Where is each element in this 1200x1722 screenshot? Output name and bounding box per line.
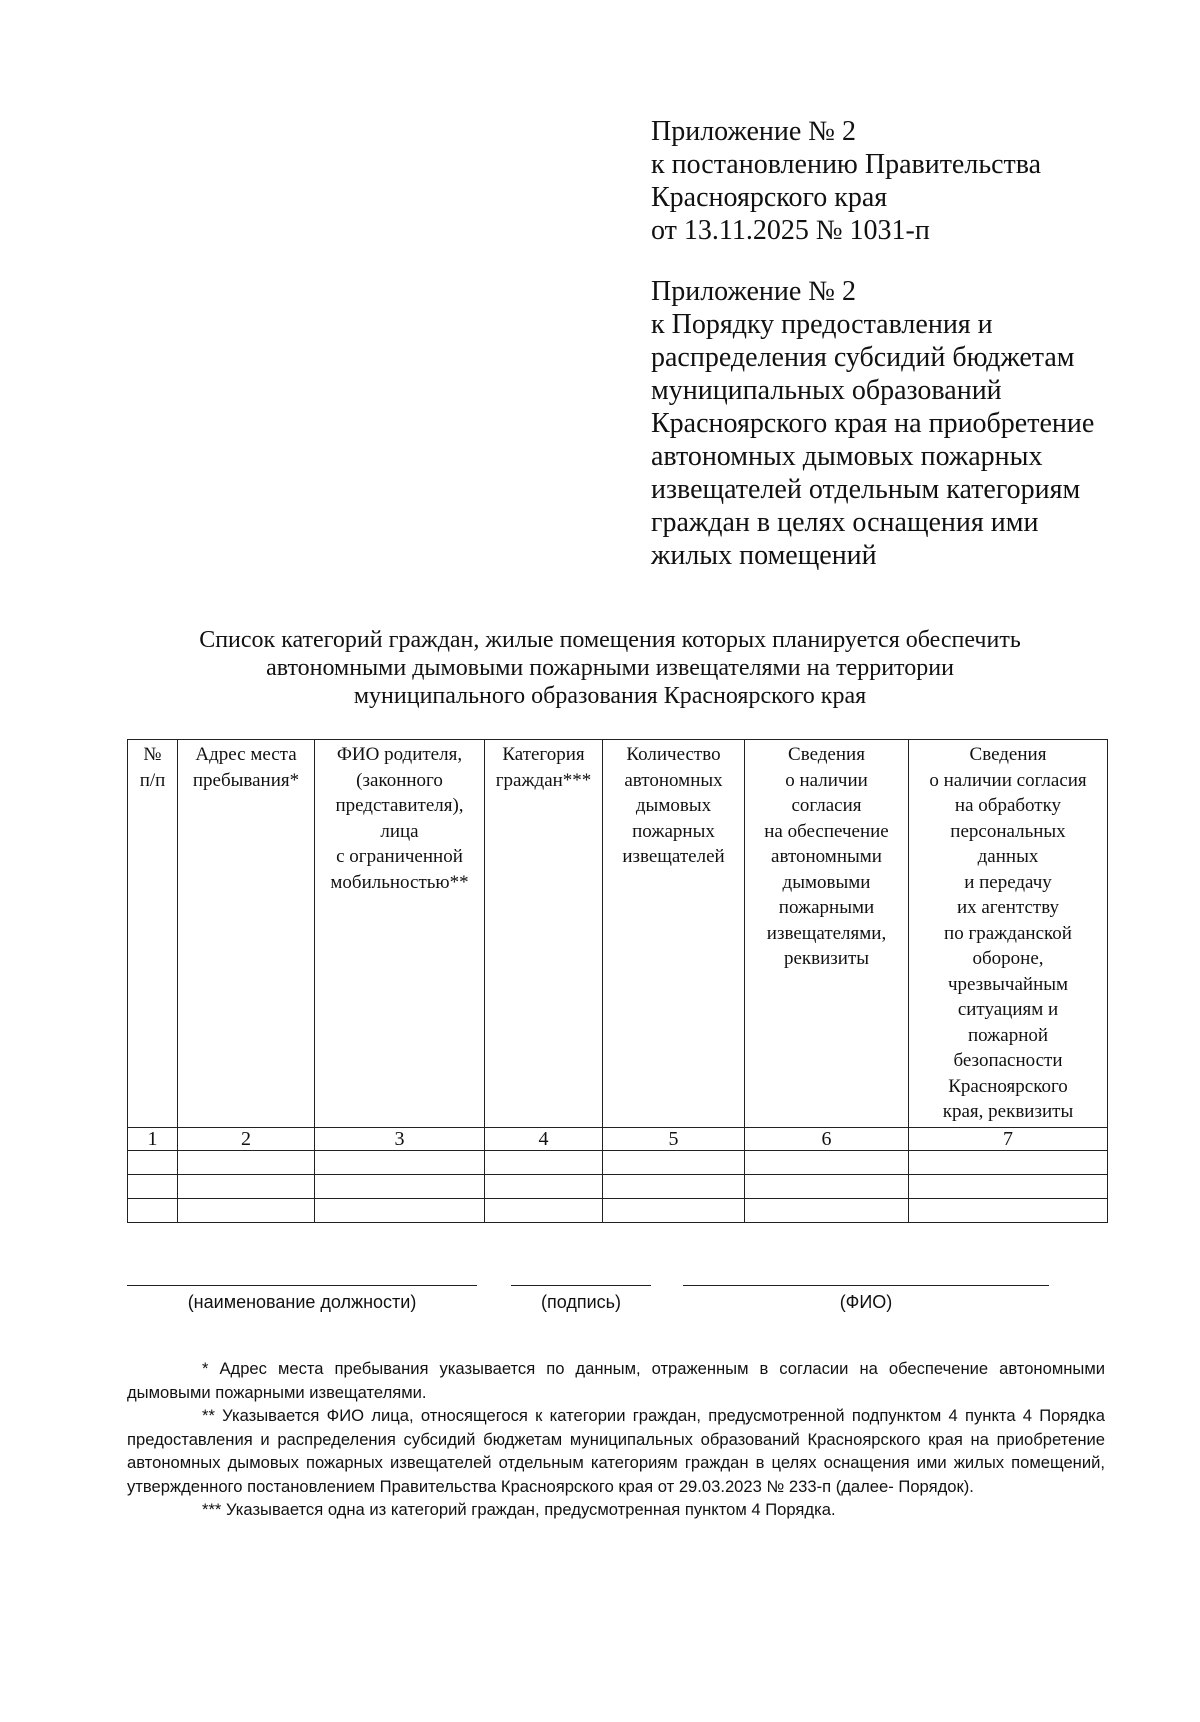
header-address: Адрес места пребывания* [178,740,315,1128]
empty-cell [745,1150,909,1174]
column-number: 3 [315,1127,485,1150]
empty-cell [603,1174,745,1198]
appendix-line: к Порядку предоставления и [651,309,993,340]
column-number: 4 [485,1127,603,1150]
header-consent-equipment: Сведения о наличии согласия на обеспечение автономными дымовыми пожарными извещателями, реквизиты [745,740,909,1128]
column-number: 5 [603,1127,745,1150]
list-title [130,626,1090,710]
empty-cell [485,1198,603,1222]
signature-position-field [127,1285,477,1313]
header-quantity: Количество автономных дымовых пожарных извещателей [603,740,745,1128]
appendix-government-decree [651,115,1171,247]
column-number: 6 [745,1127,909,1150]
signature-fio-field [683,1285,1049,1313]
list-title-line: Список категорий граждан, жилые помещения которых планируется обеспечить [199,627,1021,653]
empty-cell [485,1174,603,1198]
header-category: Категория граждан*** [485,740,603,1128]
empty-cell [745,1174,909,1198]
empty-cell [178,1198,315,1222]
table-row [128,1150,1108,1174]
appendix-line: от 13.11.2025 № 1031-п [651,215,930,246]
appendix-line: жилых помещений [651,540,877,571]
column-number: 7 [909,1127,1108,1150]
appendix-line: к постановлению Правительства [651,149,1042,180]
empty-cell [128,1150,178,1174]
empty-cell [603,1198,745,1222]
appendix-line: Приложение № 2 [651,116,856,147]
header-fio: ФИО родителя, (законного представителя), лица с ограниченной мобильностью** [315,740,485,1128]
table-row [128,1198,1108,1222]
appendix-line: распределения субсидий бюджетам [651,342,1075,373]
list-title-line: автономными дымовыми пожарными извещателями на территории [266,655,954,681]
empty-cell [603,1150,745,1174]
empty-cell [315,1198,485,1222]
header-consent-personal-data: Сведения о наличии согласия на обработку персональных данных и передачу их агентству по гражданской обороне, чрезвычайным ситуациям и пожарной безопасности Красноярского края, реквизиты [909,740,1108,1128]
empty-cell [178,1174,315,1198]
empty-cell [909,1198,1108,1222]
fio-label: (ФИО) [839,1292,893,1312]
footnote: * Адрес места пребывания указывается по данным, отраженным в согласии на обеспечение автономными дымовыми пожарными извещателями. [127,1359,1105,1402]
appendix-line: Красноярского края на приобретение [651,408,1095,439]
empty-cell [128,1174,178,1198]
empty-cell [485,1150,603,1174]
signature-line [511,1285,651,1286]
signature-label: (подпись) [540,1292,622,1312]
column-number: 2 [178,1127,315,1150]
table-row [128,1174,1108,1198]
column-number-row [128,1127,1108,1150]
appendix-line: граждан в целях оснащения ими [651,507,1039,538]
column-number: 1 [128,1127,178,1150]
signature-line [127,1285,477,1286]
appendix-line: извещателей отдельным категориям [651,474,1081,505]
appendix-line: Приложение № 2 [651,276,856,307]
signature-line [683,1285,1049,1286]
citizens-table [127,739,1108,1223]
signature-sign-field [511,1285,651,1313]
empty-cell [178,1150,315,1174]
empty-cell [745,1198,909,1222]
appendix-line: Красноярского края [651,182,888,213]
position-label: (наименование должности) [187,1292,417,1312]
header-number: № п/п [128,740,178,1128]
empty-cell [315,1150,485,1174]
footnote: ** Указывается ФИО лица, относящегося к категории граждан, предусмотренной подпунктом 4 пункта 4 Порядка предоставления и распределения субсидий бюджетам муниципальных образований Красноярского края на приобретение автономных дымовых пожарных извещателей отдельным категориям граждан в целях оснащения ими жилых помещений, утвержденного постановлением Правительства Красноярского края от 29.03.2023 № 233-п (далее- Порядок). [127,1406,1105,1496]
empty-cell [909,1150,1108,1174]
appendix-order [651,275,1171,572]
footnote: *** Указывается одна из категорий граждан, предусмотренная пунктом 4 Порядка. [202,1500,836,1519]
footnotes [127,1357,1105,1522]
appendix-line: автономных дымовых пожарных [651,441,1043,472]
empty-cell [909,1174,1108,1198]
list-title-line: муниципального образования Красноярского края [353,683,867,709]
appendix-line: муниципальных образований [651,375,1002,406]
empty-cell [315,1174,485,1198]
empty-cell [128,1198,178,1222]
table-header-row [128,740,1108,1128]
